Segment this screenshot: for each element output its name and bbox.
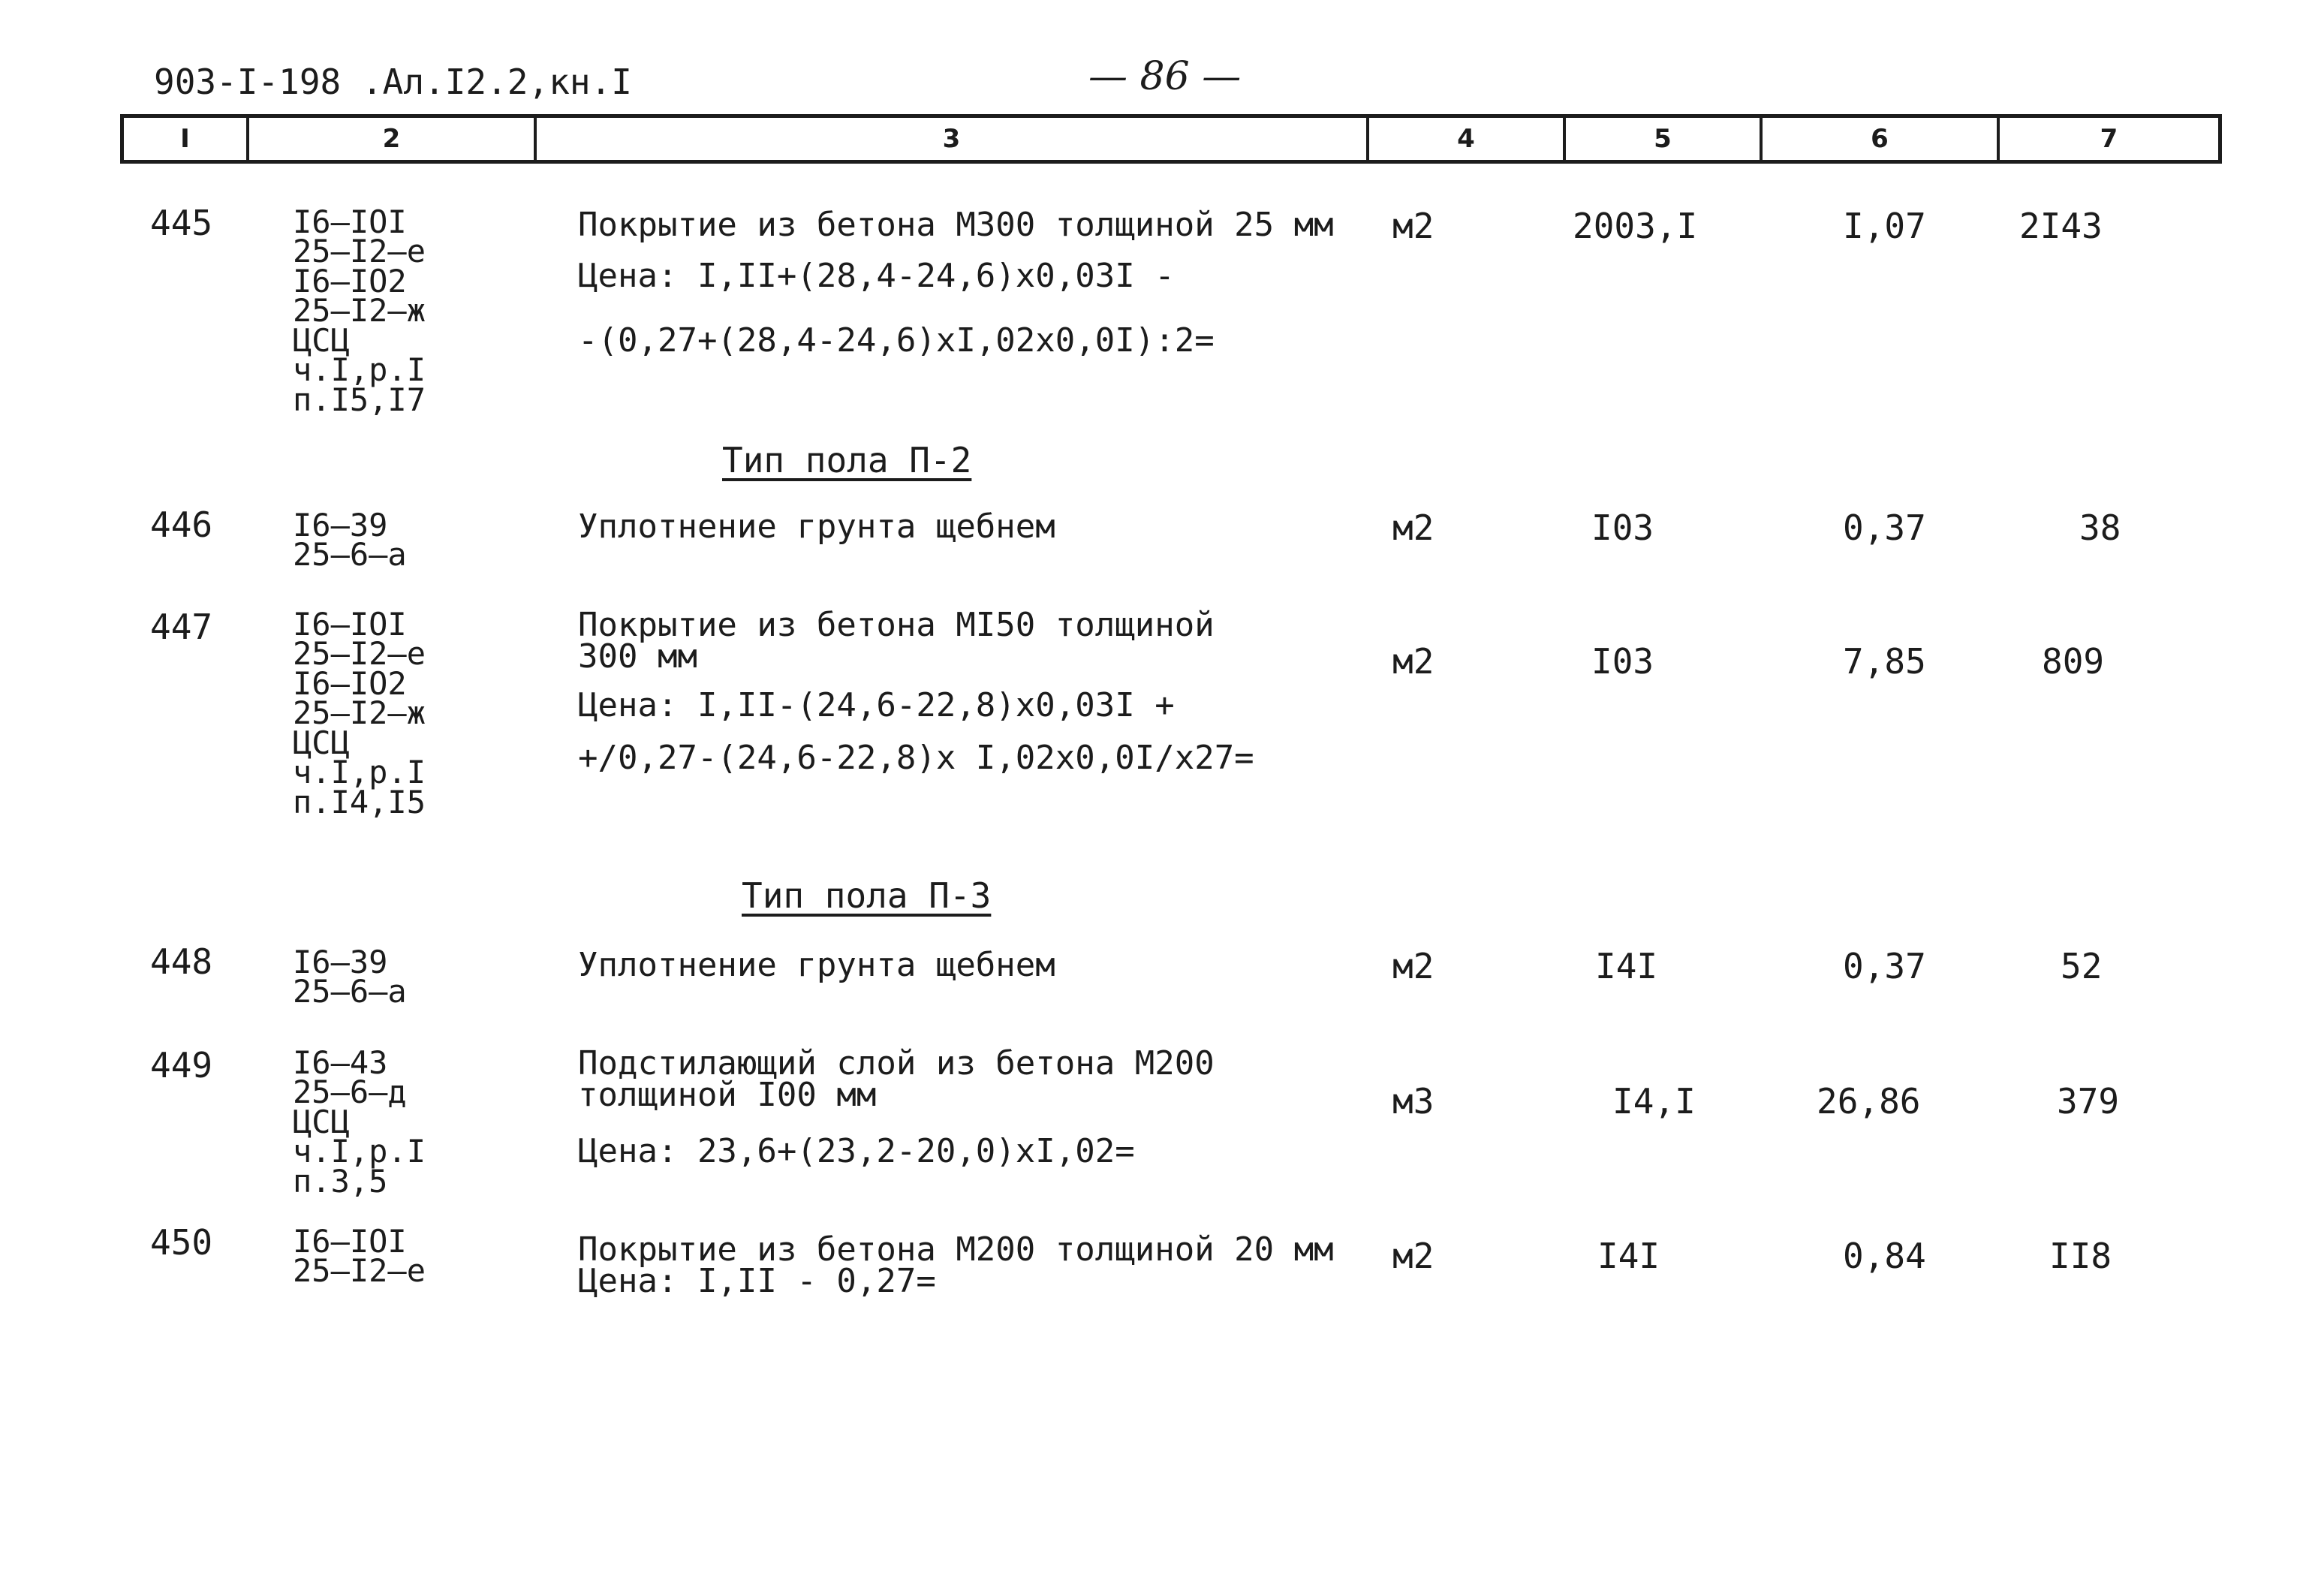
- work-description: Уплотнение грунта щебнем: [578, 946, 1055, 984]
- norm-codes: I6–IOI 25–I2–е I6–IO2 25–I2–ж ЦСЦ ч.I,р.I п.I5,I7: [293, 203, 426, 418]
- unit-price: 26,86: [1817, 1081, 1921, 1122]
- quantity: I4I: [1595, 946, 1658, 986]
- quantity: 2003,I: [1573, 206, 1698, 246]
- total-cost: 2I43: [2019, 206, 2103, 246]
- total-cost: II8: [2049, 1236, 2112, 1276]
- unit: м3: [1392, 1081, 1434, 1122]
- price-formula-continued: -(0,27+(28,4-24,6)хI,02х0,0I):2=: [578, 321, 1215, 360]
- document-reference: 903-I-198 .Ал.I2.2,кн.I: [154, 62, 632, 102]
- work-description: Покрытие из бетона М300 толщиной 25 мм: [578, 206, 1334, 244]
- section-heading: Тип пола П-3: [742, 875, 992, 916]
- quantity: I4,I: [1612, 1081, 1696, 1122]
- unit: м2: [1392, 1236, 1434, 1276]
- unit-price: I,07: [1843, 206, 1926, 246]
- price-formula: Цена: I,II+(28,4-24,6)х0,03I -: [578, 257, 1175, 295]
- total-cost: 38: [2079, 507, 2121, 548]
- column-header-4: 4: [1366, 118, 1563, 160]
- unit-price: 0,37: [1843, 946, 1926, 986]
- column-header-bar: [120, 114, 2222, 164]
- page-number: — 86 —: [1088, 54, 1242, 99]
- price-formula-continued: +/0,27-(24,6-22,8)х I,02х0,0I/х27=: [578, 739, 1254, 777]
- unit: м2: [1392, 206, 1434, 246]
- norm-codes: I6–IOI 25–I2–е I6–IO2 25–I2–ж ЦСЦ ч.I,р.I п.I4,I5: [293, 606, 426, 821]
- total-cost: 52: [2061, 946, 2103, 986]
- column-header-6: 6: [1760, 118, 1997, 160]
- column-header-1: I: [180, 124, 190, 154]
- quantity: I03: [1591, 641, 1654, 682]
- column-header-2: 2: [246, 118, 534, 160]
- row-number: 445: [150, 203, 213, 243]
- norm-codes: I6–39 25–6–а: [293, 507, 407, 574]
- row-number: 449: [150, 1045, 213, 1086]
- total-cost: 379: [2057, 1081, 2120, 1122]
- norm-codes: I6–39 25–6–а: [293, 944, 407, 1010]
- unit: м2: [1392, 641, 1434, 682]
- work-description: Покрытие из бетона М200 толщиной 20 мм Цена: I,II - 0,27=: [578, 1230, 1334, 1300]
- row-number: 446: [150, 504, 213, 545]
- quantity: I4I: [1597, 1236, 1660, 1276]
- row-number: 450: [150, 1222, 213, 1263]
- row-number: 447: [150, 607, 213, 647]
- unit-price: 7,85: [1843, 641, 1926, 682]
- price-formula: Цена: 23,6+(23,2-20,0)хI,02=: [578, 1132, 1135, 1170]
- section-heading: Тип пола П-2: [722, 440, 972, 480]
- work-description: Уплотнение грунта щебнем: [578, 507, 1055, 546]
- column-header-7: 7: [1997, 118, 2218, 160]
- quantity: I03: [1591, 507, 1654, 548]
- column-header-5: 5: [1563, 118, 1760, 160]
- work-description: Покрытие из бетона МI50 толщиной 300 мм: [578, 606, 1215, 676]
- unit-price: 0,84: [1843, 1236, 1926, 1276]
- unit: м2: [1392, 946, 1434, 986]
- price-formula: Цена: I,II-(24,6-22,8)х0,03I +: [578, 686, 1175, 724]
- work-description: Подстилающий слой из бетона М200 толщиной I00 мм: [578, 1044, 1215, 1114]
- unit: м2: [1392, 507, 1434, 548]
- row-number: 448: [150, 941, 213, 982]
- norm-codes: I6–IOI 25–I2–е: [293, 1223, 426, 1290]
- total-cost: 809: [2042, 641, 2105, 682]
- norm-codes: I6–43 25–6–д ЦСЦ ч.I,р.I п.3,5: [293, 1044, 426, 1200]
- column-header-3: 3: [534, 118, 1366, 160]
- unit-price: 0,37: [1843, 507, 1926, 548]
